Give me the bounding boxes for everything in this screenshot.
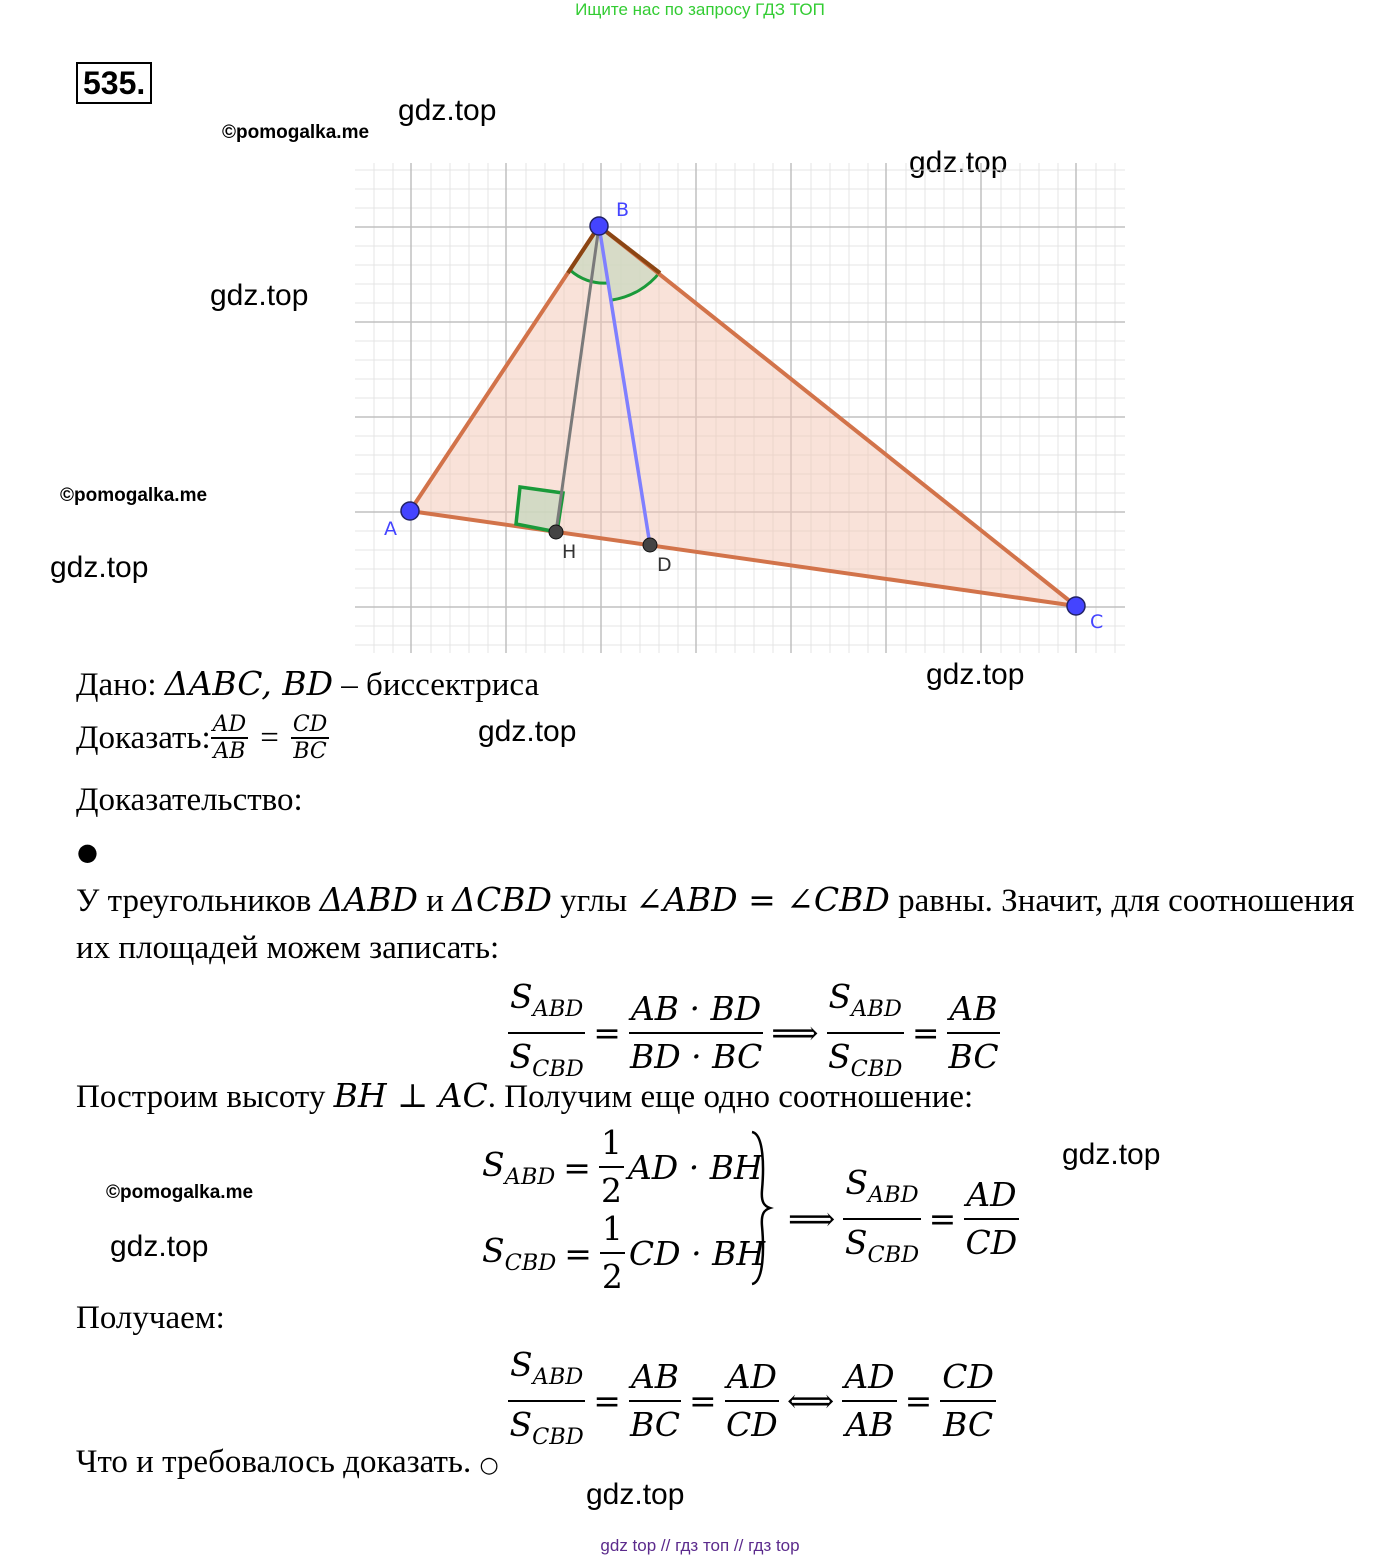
watermark-gdz: gdz.top	[909, 146, 1008, 179]
given-line: Дано: ΔABC, BD – биссектриса	[76, 664, 540, 703]
point-d	[643, 538, 657, 552]
problem-number: 535.	[76, 62, 152, 104]
label-d: D	[657, 554, 672, 576]
paragraph-1-line-2: их площадей можем записать:	[76, 930, 500, 966]
watermark-gdz: gdz.top	[50, 551, 149, 584]
right-brace	[748, 1128, 774, 1288]
triangle-figure	[350, 155, 1130, 655]
top-banner: Ищите нас по запросу ГДЗ ТОП	[575, 0, 825, 19]
watermark-pomogalka: ©pomogalka.me	[106, 1182, 254, 1203]
point-b	[590, 217, 608, 235]
footer-links[interactable]: gdz top // гдз топ // гдз top	[600, 1536, 800, 1555]
label-b: B	[616, 199, 630, 221]
equation-3: $\frac{S_{ABD}}{S_{CBD}}$ = $\frac{AB}{BC}$ = $\frac{AD}{CD}$ ⟺ $\frac{AD}{AB}$ = $\frac{CD}{BC}$	[508, 1342, 996, 1460]
label-a: A	[384, 518, 397, 540]
fraction: $\frac{AD}{AB}$	[212, 712, 247, 764]
point-h	[549, 525, 563, 539]
equation-1: $\frac{S_{ABD}}{S_{CBD}}$ = $\frac{AB \cdot BD}{BD \cdot BC}$ ⟹ $\frac{S_{ABD}}{S_{CBD}}$ = $\frac{AB}{BC}$	[508, 974, 1000, 1092]
paragraph-3: Получаем:	[76, 1300, 225, 1336]
prove-line: Доказать: $\frac{AD}{AB}$ = $\frac{CD}{BC}$	[76, 712, 328, 764]
paragraph-2: Построим высоту BH ⊥ AC. Получим еще одно соотношение:	[76, 1076, 974, 1115]
conclusion: Что и требовалось доказать. ○	[76, 1444, 499, 1480]
equation-system: $S_{ABD}$ = $\frac{1}{2}$ AD · BH $S_{CBD}$ = $\frac{1}{2}$ CD · BH	[482, 1124, 765, 1296]
watermark-pomogalka: ©pomogalka.me	[60, 485, 208, 506]
watermark-gdz: gdz.top	[398, 94, 497, 127]
triangle-fill	[410, 226, 1076, 606]
proof-heading: Доказательство:	[76, 782, 303, 818]
watermark-gdz: gdz.top	[926, 658, 1025, 691]
watermark-gdz: gdz.top	[110, 1230, 209, 1263]
fraction: $\frac{CD}{BC}$	[292, 712, 328, 764]
paragraph-1: У треугольников ΔABD и ΔCBD углы ∠ABD = ∠CBD равны. Значит, для соотношения	[76, 880, 1355, 919]
watermark-pomogalka: ©pomogalka.me	[222, 122, 370, 143]
point-a	[401, 502, 419, 520]
label-h: H	[562, 541, 577, 563]
watermark-gdz: gdz.top	[478, 715, 577, 748]
point-c	[1067, 597, 1085, 615]
bullet: ●	[77, 838, 98, 866]
watermark-gdz: gdz.top	[586, 1478, 685, 1511]
watermark-gdz: gdz.top	[1062, 1138, 1161, 1171]
label-c: C	[1090, 611, 1104, 633]
end-mark: ○	[479, 1453, 499, 1478]
equation-2-result: ⟹ $\frac{S_{ABD}}{S_{CBD}}$ = $\frac{AD}{CD}$	[780, 1160, 1019, 1278]
watermark-gdz: gdz.top	[210, 279, 309, 312]
